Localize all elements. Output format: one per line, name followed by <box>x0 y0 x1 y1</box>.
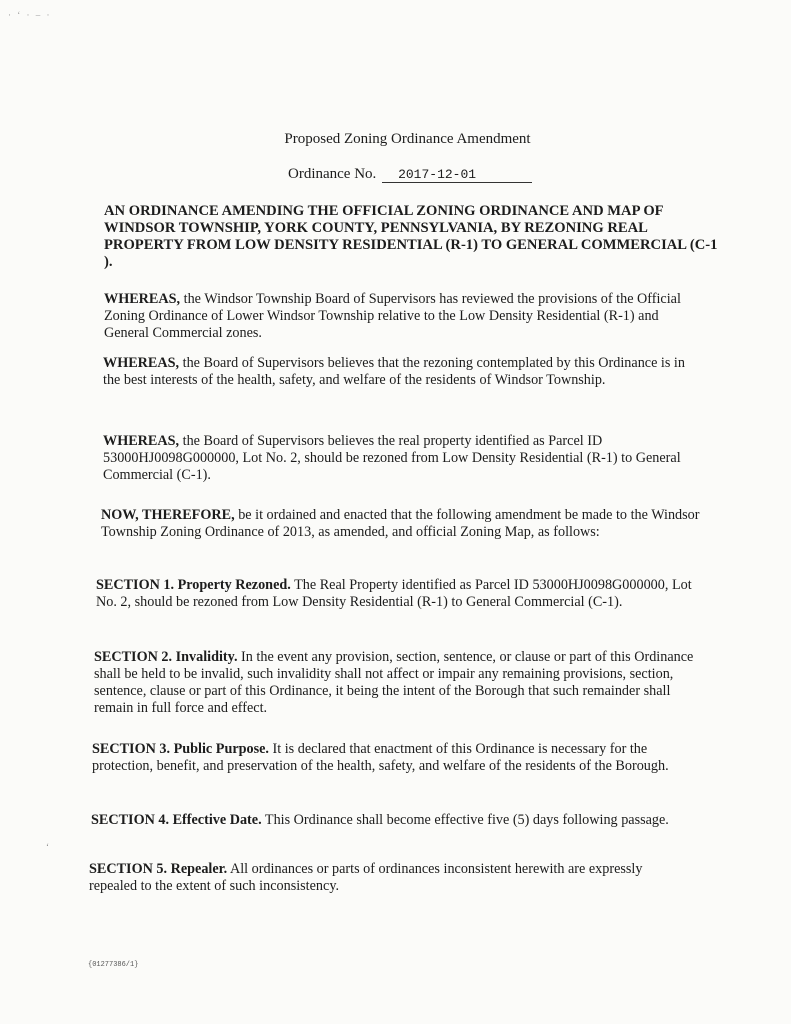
section-4 <box>91 812 681 829</box>
ordinance-number-line <box>288 166 532 183</box>
now-therefore-paragraph <box>101 507 711 541</box>
section-2 <box>94 649 696 717</box>
paragraph-lead: WHEREAS, <box>103 355 180 371</box>
paragraph-text: the Board of Supervisors believes the real property identified as Parcel ID 53000HJ0098G000000, Lot No. 2, should be rezoned from Low Density Residential (R-1) to General Commercial (C-1). <box>103 433 681 483</box>
ordinance-label: Ordinance No. <box>288 166 377 182</box>
section-3 <box>92 741 694 775</box>
scan-specks: · ‘ · – · <box>8 10 52 20</box>
section-text: It is declared that enactment of this Ordinance is necessary for the protection, benefit, and preservation of the health, safety, and welfare of the residents of the Borough. <box>92 741 669 774</box>
section-lead: SECTION 2. Invalidity. <box>94 649 238 665</box>
ordinance-heading: AN ORDINANCE AMENDING THE OFFICIAL ZONING ORDINANCE AND MAP OF WINDSOR TOWNSHIP, YORK COUNTY, PENNSYLVANIA, BY REZONING REAL PROPERTY FROM LOW DENSITY RESIDENTIAL (R-1) TO GENERAL COMMERCIAL (C-1 ). <box>104 203 718 270</box>
ordinance-number: 2017-12-01 <box>382 167 532 183</box>
paragraph-lead: WHEREAS, <box>103 433 180 449</box>
whereas-paragraph <box>104 291 704 342</box>
scan-mark: ‘ <box>46 842 49 852</box>
section-lead: SECTION 5. Repealer. <box>89 861 228 877</box>
section-text: In the event any provision, section, sentence, or clause or part of this Ordinance shall be held to be invalid, such invalidity shall not affect or impair any remaining provisions, section, sentence, clause or part of this Ordinance, it being the intent of the Borough that such remainder shall remain in full force and effect. <box>94 649 694 716</box>
section-lead: SECTION 1. Property Rezoned. <box>96 577 291 593</box>
section-lead: SECTION 4. Effective Date. <box>91 812 262 828</box>
paragraph-text: be it ordained and enacted that the following amendment be made to the Windsor Township Zoning Ordinance of 2013, as amended, and official Zoning Map, as follows: <box>101 507 700 540</box>
whereas-paragraph <box>103 355 703 389</box>
whereas-paragraph <box>103 433 693 484</box>
section-1 <box>96 577 696 611</box>
paragraph-lead: WHEREAS, <box>104 291 181 307</box>
document-footer-code: {01277386/1} <box>88 961 139 969</box>
section-text: This Ordinance shall become effective five (5) days following passage. <box>261 812 669 828</box>
section-lead: SECTION 3. Public Purpose. <box>92 741 269 757</box>
section-text: The Real Property identified as Parcel ID 53000HJ0098G000000, Lot No. 2, should be rezoned from Low Density Residential (R-1) to General Commercial (C-1). <box>96 577 692 610</box>
paragraph-text: the Windsor Township Board of Supervisors has reviewed the provisions of the Official Zoning Ordinance of Lower Windsor Township relative to the Low Density Residential (R-1) and General Commercial zones. <box>104 291 681 341</box>
section-5 <box>89 861 649 895</box>
section-text: All ordinances or parts of ordinances inconsistent herewith are expressly repealed to the extent of such inconsistency. <box>89 861 643 894</box>
paragraph-text: the Board of Supervisors believes that the rezoning contemplated by this Ordinance is in the best interests of the health, safety, and welfare of the residents of Windsor Township. <box>103 355 685 388</box>
document-title: Proposed Zoning Ordinance Amendment <box>284 131 531 147</box>
paragraph-lead: NOW, THEREFORE, <box>101 507 235 523</box>
